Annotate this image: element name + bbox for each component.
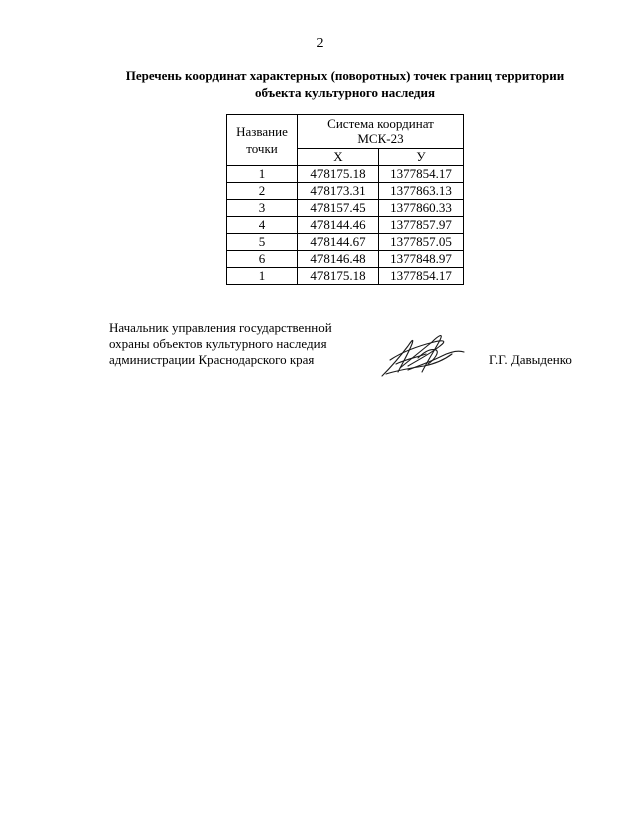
table-row bbox=[227, 166, 464, 183]
table-row bbox=[227, 183, 464, 200]
signatory-position bbox=[109, 320, 332, 368]
cell-x: 478173.31 bbox=[298, 183, 379, 200]
document-title-line-1: Перечень координат характерных (поворотных) точек границ территории bbox=[125, 68, 565, 83]
cell-y: 1377848.97 bbox=[379, 251, 464, 268]
cell-point-name: 1 bbox=[227, 166, 298, 183]
cell-point-name: 3 bbox=[227, 200, 298, 217]
cell-point-name: 6 bbox=[227, 251, 298, 268]
signatory-position-line-1: Начальник управления государственной bbox=[109, 320, 332, 335]
cell-point-name: 1 bbox=[227, 268, 298, 285]
table-row bbox=[227, 234, 464, 251]
cell-point-name: 4 bbox=[227, 217, 298, 234]
handwritten-signature bbox=[378, 330, 468, 380]
header-coordinate-system-line-2: МСК-23 bbox=[357, 131, 404, 147]
header-x: X bbox=[298, 148, 379, 165]
signatory-position-line-3: администрации Краснодарского края bbox=[109, 352, 315, 367]
cell-x: 478175.18 bbox=[298, 166, 379, 183]
table-row bbox=[227, 251, 464, 268]
cell-y: 1377857.05 bbox=[379, 234, 464, 251]
header-coordinate-system-line-1: Система координат bbox=[327, 116, 434, 132]
table-row bbox=[227, 268, 464, 285]
cell-x: 478144.67 bbox=[298, 234, 379, 251]
cell-x: 478157.45 bbox=[298, 200, 379, 217]
document-title bbox=[100, 67, 590, 101]
cell-y: 1377854.17 bbox=[379, 166, 464, 183]
cell-y: 1377857.97 bbox=[379, 217, 464, 234]
page-number: 2 bbox=[316, 36, 324, 51]
coordinates-table bbox=[226, 114, 464, 285]
header-y: У bbox=[379, 148, 464, 165]
cell-x: 478144.46 bbox=[298, 217, 379, 234]
cell-point-name: 2 bbox=[227, 183, 298, 200]
signatory-position-line-2: охраны объектов культурного наследия bbox=[109, 336, 327, 351]
cell-x: 478175.18 bbox=[298, 268, 379, 285]
document-title-line-2: объекта культурного наследия bbox=[255, 85, 435, 100]
table-header-row bbox=[227, 115, 464, 149]
signer-name: Г.Г. Давыденко bbox=[489, 352, 572, 367]
table-row bbox=[227, 200, 464, 217]
cell-point-name: 5 bbox=[227, 234, 298, 251]
cell-y: 1377860.33 bbox=[379, 200, 464, 217]
cell-y: 1377863.13 bbox=[379, 183, 464, 200]
header-coordinate-system bbox=[298, 115, 464, 149]
header-point-name: Название точки bbox=[227, 115, 298, 166]
cell-y: 1377854.17 bbox=[379, 268, 464, 285]
table-row bbox=[227, 217, 464, 234]
cell-x: 478146.48 bbox=[298, 251, 379, 268]
